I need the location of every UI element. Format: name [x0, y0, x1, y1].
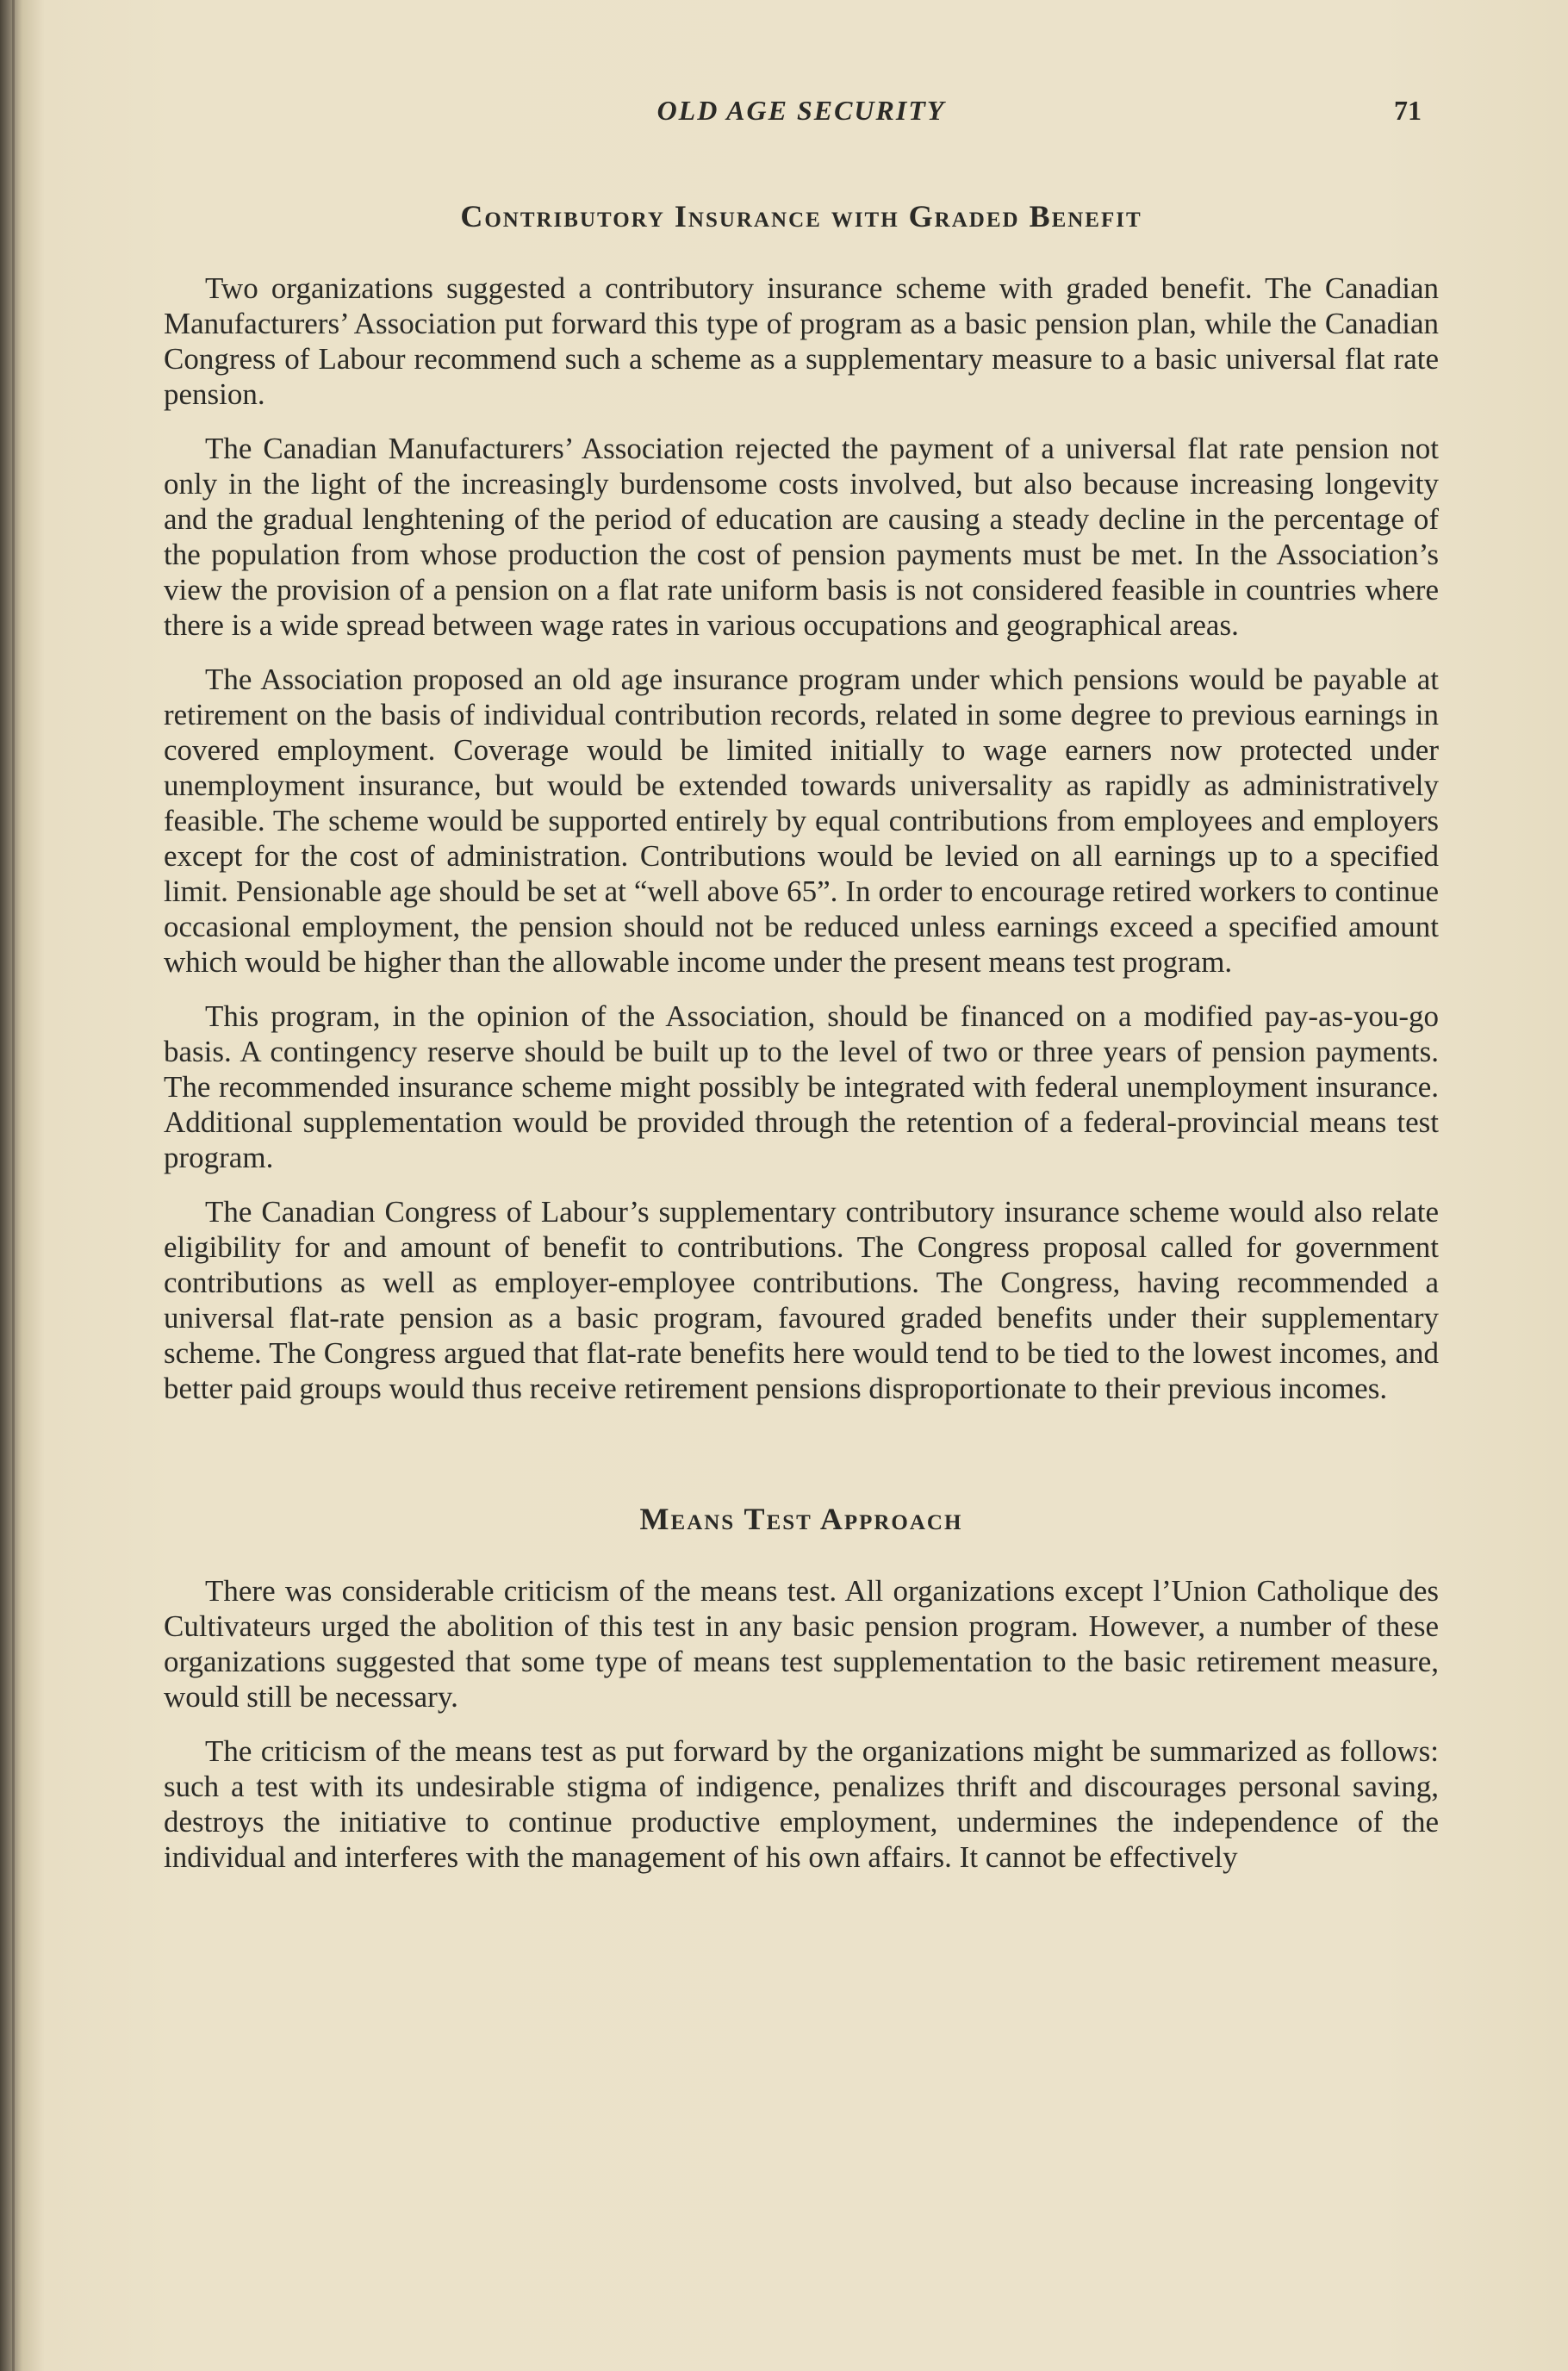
paragraph: The criticism of the means test as put forward by the organizations might be summarized as follows: such a test with its undesirable stigma of indigence, penalizes thrift and discourages personal saving, destroys the initiative to continue productive employment, undermines the independence of the individual and interferes with the management of his own affairs. It cannot be effectively: [164, 1734, 1439, 1874]
paragraph: The Canadian Congress of Labour’s supplementary contributory insurance scheme would also relate eligibility for and amount of benefit to contributions. The Congress proposal called for government contributions as well as employer-employee contributions. The Congress, having recommended a universal flat-rate pension as a basic program, favoured graded benefits under their supplementary scheme. The Congress argued that flat-rate benefits here would tend to be tied to the lowest incomes, and better paid groups would thus receive retirement pensions disproportionate to their previous incomes.: [164, 1195, 1439, 1405]
running-header: [164, 95, 1439, 146]
paragraph: The Association proposed an old age insurance program under which pensions would be payable at retirement on the basis of individual contribution records, related in some degree to previous earnings in covered employment. Coverage would be limited initially to wage earners now protected under unemployment insurance, but would be extended towards universality as rapidly as administratively feasible. The scheme would be supported entirely by equal contributions from employees and employers except for the cost of administration. Contributions would be levied on all earnings up to a specified limit. Pensionable age should be set at “well above 65”. In order to encourage retired workers to continue occasional employment, the pension should not be reduced unless earnings exceed a specified amount which would be higher than the allowable income under the present means test program.: [164, 663, 1439, 979]
section-heading-means-test: Means Test Approach: [639, 1502, 963, 1536]
paragraph: The Canadian Manufacturers’ Association rejected the payment of a universal flat rate pension not only in the light of the increasingly burdensome costs involved, but also because increasing longevity and the gradual lenghtening of the period of education are causing a steady decline in the percentage of the population from whose production the cost of pension payments must be met. In the Association’s view the provision of a pension on a flat rate uniform basis is not considered feasible in countries where there is a wide spread between wage rates in various occupations and geographical areas.: [164, 432, 1439, 642]
paragraph: This program, in the opinion of the Association, should be financed on a modified pay-as-you-go basis. A contingency reserve should be built up to the level of two or three years of pension payments. The recommended insurance scheme might possibly be integrated with federal unemployment insurance. Additional supplementation would be provided through the retention of a federal-provincial means test program.: [164, 999, 1439, 1174]
running-title: OLD AGE SECURITY: [656, 95, 946, 126]
page-number: 71: [1394, 95, 1422, 126]
section-heading-contributory-insurance: Contributory Insurance with Graded Benefit: [460, 199, 1142, 233]
paragraph: Two organizations suggested a contributory insurance scheme with graded benefit. The Canadian Manufacturers’ Association put forward this type of program as a basic pension plan, while the Canadian Congress of Labour recommend such a scheme as a supplementary measure to a basic universal flat rate pension.: [164, 271, 1439, 411]
page-content: [164, 95, 1439, 1894]
binding-gutter: [12, 0, 15, 2371]
paragraph: There was considerable criticism of the means test. All organizations except l’Union Catholique des Cultivateurs urged the abolition of this test in any basic pension program. However, a number of these organizations suggested that some type of means test supplementation to the basic retirement measure, would still be necessary.: [164, 1574, 1439, 1714]
